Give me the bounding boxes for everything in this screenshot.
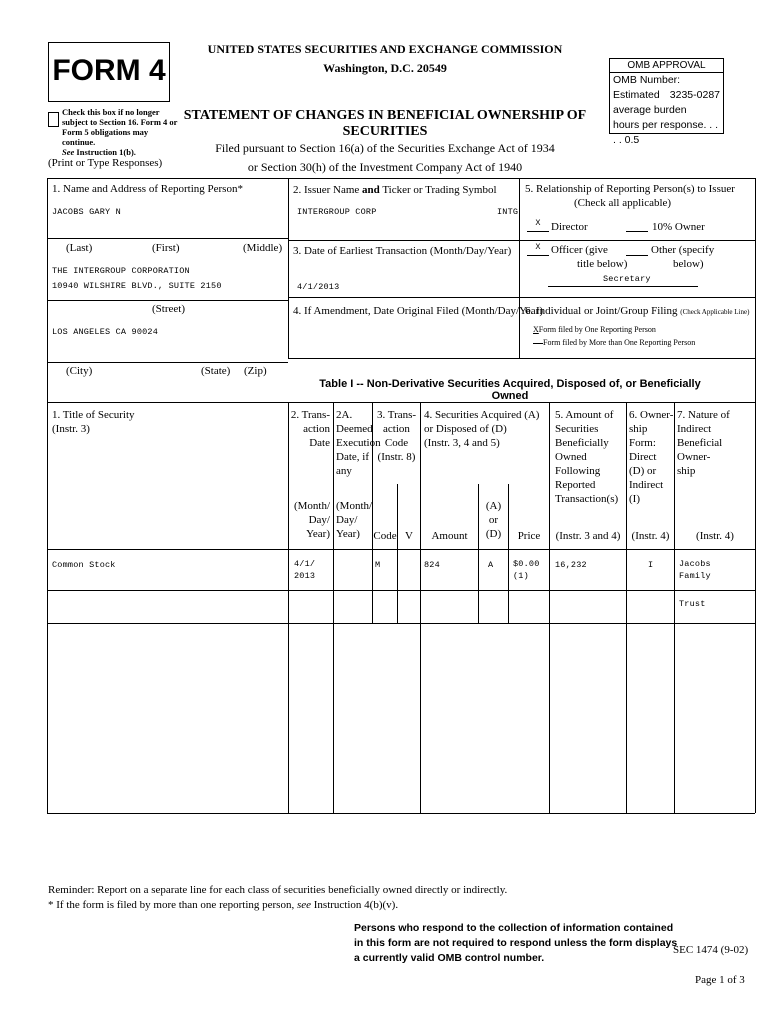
checkbox-text-1: Check this box if no longer [62,107,160,117]
col-securities-acquired: 4. Securities Acquired (A) or Disposed of (D) (Instr. 3, 4 and 5) [424,409,540,449]
label-city: (City) [66,365,93,377]
checkbox-text-2: subject to Section 16. Form 4 or [62,117,178,127]
checkbox-text-4-rest: Instruction 1(b). [74,147,136,157]
box4-label: 4. If Amendment, Date Original Filed (Month/Day/Year) [293,305,544,317]
label-middle: (Middle) [243,242,283,254]
cell-security: Common Stock [52,560,116,570]
filing-option-2[interactable] [533,338,695,348]
filing-option-1-label: Form filed by One Reporting Person [538,325,656,334]
filing-option-1-mark: X [533,325,539,334]
col-transaction-code: 3. Trans- action Code (Instr. 8) [376,409,417,463]
ten-percent-owner-label: 10% Owner [652,221,705,233]
box3-label: 3. Date of Earliest Transaction (Month/Day/Year) [293,245,512,257]
checkbox-text-3: Form 5 obligations may continue. [62,127,149,147]
footnote-pre: * If the form is filed by more than one reporting person, [48,899,297,911]
officer-label-1: Officer (give [551,244,608,256]
box5-label: 5. Relationship of Reporting Person(s) to Issuer [525,183,735,195]
cell-amount-owned: 16,232 [555,560,587,570]
form-title-box [48,42,170,102]
omb-burden-2: hours per response. . . . . 0.5 [613,119,719,146]
cell-amount: 824 [424,560,440,570]
footnote-text [48,898,398,912]
filed-line-2: or Section 30(h) of the Investment Company Act of 1940 [247,160,523,174]
col-title-of-security: 1. Title of Security (Instr. 3) [52,409,135,435]
omb-burden-1: Estimated average burden [613,89,687,116]
earliest-transaction-date: 4/1/2013 [297,282,340,292]
other-label-2: below) [673,258,704,270]
col-amount-owned: 5. Amount of Securities Beneficially Owned Following Reported Transaction(s) [555,409,619,505]
address-city-line: LOS ANGELES CA 90024 [52,327,159,337]
cell-a-or-d: A [488,560,494,570]
officer-label-2: title below) [577,258,628,270]
cell-nature: Jacobs Family [679,559,711,581]
agency-city: Washington, D.C. 20549 [323,61,447,75]
cell-ownership-form: I [648,560,654,570]
filing-option-2-dash [533,343,543,344]
omb-persons-notice: Persons who respond to the collection of information contained in this form are not required to respond unless the form displays a currently valid OMB control number. [354,922,678,964]
checkbox-text-4 [62,147,182,157]
box2-label-post: Ticker or Trading Symbol [379,184,497,196]
checkbox-note [62,107,182,157]
omb-number-label: OMB Number: [613,74,681,86]
box6-label-main: 6. Individual or Joint/Group Filing [525,305,678,317]
col-transaction-date: 2. Trans- action Date [290,409,330,449]
section16-checkbox[interactable] [48,112,59,127]
address-line-1: THE INTERGROUP CORPORATION [52,266,190,276]
cell-date: 4/1/ 2013 [294,559,316,581]
label-street: (Street) [152,303,185,315]
cell-nature: Trust [679,599,706,609]
reminder-text: Reminder: Report on a separate line for each class of securities beneficially owned directly or indirectly. [48,884,508,896]
officer-title: Secretary [603,274,651,284]
label-state: (State) [201,365,231,377]
issuer-name: INTERGROUP CORP [297,207,377,217]
filing-option-2-label: Form filed by More than One Reporting Person [543,338,696,347]
label-zip: (Zip) [244,365,267,377]
col-code: Code [373,530,397,542]
form-title: FORM 4 [52,54,166,87]
statement-title: STATEMENT OF CHANGES IN BENEFICIAL OWNERSHIP OF SECURITIES [183,108,587,139]
col-transaction-date-sub: (Month/ Day/ Year) [293,500,330,540]
label-first: (First) [152,242,180,254]
cell-code: M [375,560,381,570]
print-note: (Print or Type Responses) [48,157,163,169]
page-number: Page 1 of 3 [695,974,745,986]
omb-box [609,58,724,146]
col-nature-ownership: 7. Nature of Indirect Beneficial Owner- ship [677,409,730,477]
omb-title: OMB APPROVAL [610,59,723,73]
box2-label [293,183,497,197]
address-line-2: 10940 WILSHIRE BLVD., SUITE 2150 [52,281,222,291]
director-label: Director [551,221,588,233]
filed-line-1: Filed pursuant to Section 16(a) of the Securities Exchange Act of 1934 [215,141,555,155]
director-mark: X [535,218,541,228]
officer-mark: X [535,242,541,252]
label-last: (Last) [66,242,93,254]
sec-form-number: SEC 1474 (9-02) [673,944,749,956]
omb-number-row [610,73,723,101]
reporting-person-name: JACOBS GARY N [52,207,121,217]
box6-label-small: (Check Applicable Line) [680,308,750,316]
box2-label-and: and [362,184,380,196]
agency-name: UNITED STATES SECURITIES AND EXCHANGE COMMISSION [207,42,563,56]
box5-sub: (Check all applicable) [573,197,672,209]
filing-option-1[interactable] [533,325,656,335]
omb-number-value: 3235-0287 [669,89,720,101]
footnote-post: Instruction 4(b)(v). [311,899,399,911]
footnote-em: see [296,899,312,911]
col-amount: Amount [431,530,468,542]
col-deemed-date-sub: (Month/ Day/ Year) [336,500,373,540]
checkbox-text-4-em: See [62,147,75,157]
col-v: V [405,530,413,542]
col-amount-owned-sub: (Instr. 3 and 4) [555,530,621,542]
col-a-or-d: (A) or (D) [485,500,502,540]
table1-title: Table I -- Non-Derivative Securities Acquired, Disposed of, or Beneficially Owned [319,378,701,402]
box6-label [525,304,749,319]
cell-price: $0.00 (1) [513,559,540,581]
other-label-1: Other (specify [651,244,715,256]
ticker-symbol: INTG [497,207,519,217]
col-price: Price [517,530,541,542]
col-ownership-form-sub: (Instr. 4) [631,530,670,542]
col-deemed-date: 2A. Deemed Execution Date, if any [336,409,381,477]
col-nature-ownership-sub: (Instr. 4) [696,530,734,542]
box1-label: 1. Name and Address of Reporting Person* [52,183,243,195]
col-ownership-form: 6. Owner- ship Form: Direct (D) or Indirect (I) [629,409,674,505]
box2-label-pre: 2. Issuer Name [293,184,363,196]
